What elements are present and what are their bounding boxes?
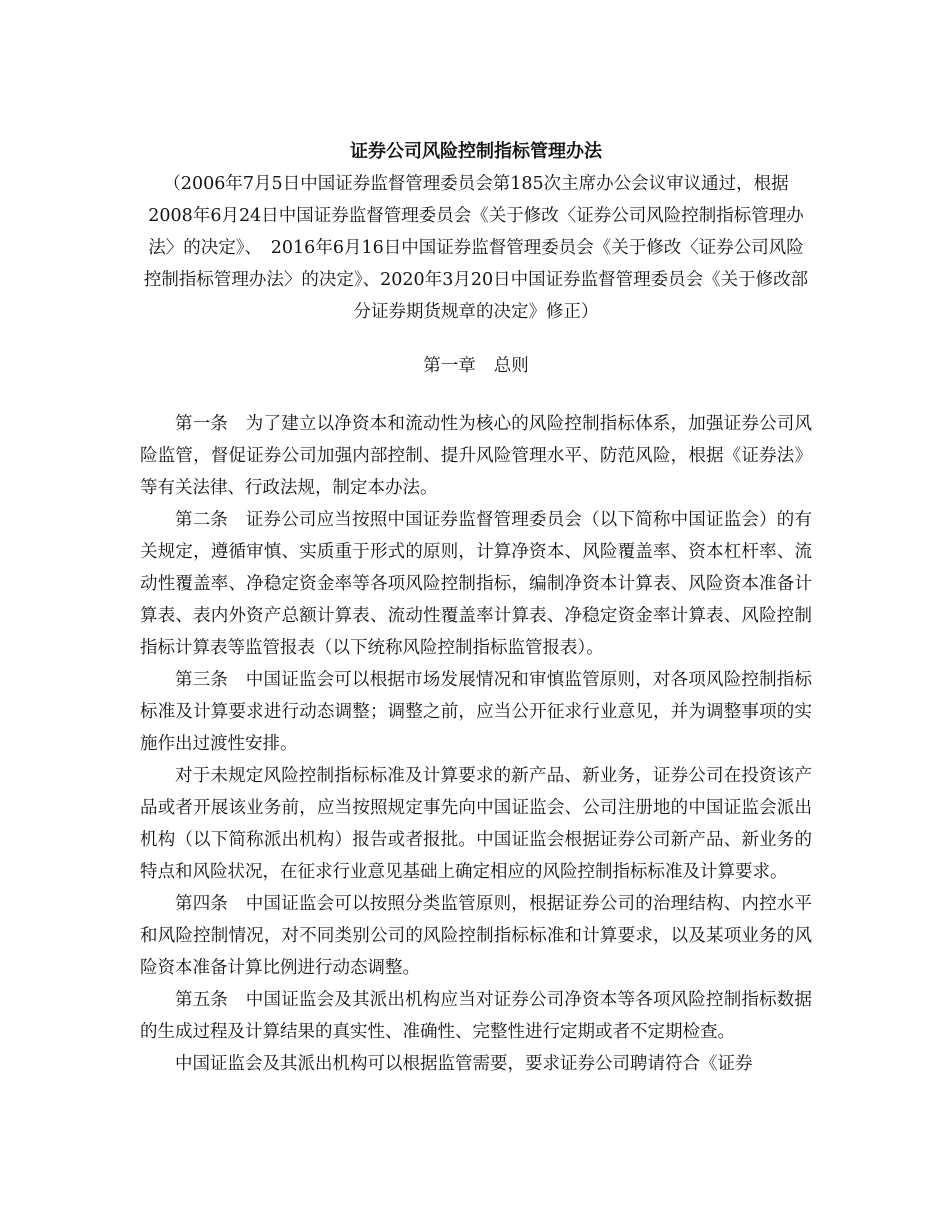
- chapter-name: 总则: [493, 356, 529, 376]
- article-paragraph: [140, 888, 812, 984]
- document-title: 证券公司风险控制指标管理办法: [350, 141, 602, 162]
- article-text: 中国证监会可以按照分类监管原则，根据证券公司的治理结构、内控水平和风险控制情况，对不同类别公司的风险控制指标标准和计算要求，以及某项业务的风险资本准备计算比例进行动态调整。: [140, 894, 813, 978]
- article-number: 第一条: [175, 414, 229, 434]
- article-paragraph: [140, 984, 812, 1048]
- article-paragraph: [140, 408, 812, 504]
- article-text: 为了建立以净资本和流动性为核心的风险控制指标体系，加强证券公司风险监管，督促证券公司加强内部控制、提升风险管理水平、防范风险，根据《证券法》等有关法律、行政法规，制定本办法。: [140, 414, 813, 498]
- chapter-heading: [140, 350, 812, 382]
- article-number: 第三条: [175, 670, 229, 690]
- article-number: 第五条: [175, 990, 229, 1010]
- document-subtitle: （2006年7月5日中国证券监督管理委员会第185次主席办公会议审议通过，根据2008年6月24日中国证券监督管理委员会《关于修改〈证券公司风险控制指标管理办法〉的决定》、 2016年6月16日中国证券监督管理委员会《关于修改〈证券公司风险控制指标管理办法〉的决定》、2020年3月20日中国证券监督管理委员会《关于修改部分证券期货规章的决定》修正）: [143, 174, 809, 322]
- article-paragraph: [140, 760, 812, 888]
- article-text: 对于未规定风险控制指标标准及计算要求的新产品、新业务，证券公司在投资该产品或者开展该业务前，应当按照规定事先向中国证监会、公司注册地的中国证监会派出机构（以下简称派出机构）报告或者报批。中国证监会根据证券公司新产品、新业务的特点和风险状况，在征求行业意见基础上确定相应的风险控制指标标准及计算要求。: [140, 766, 812, 882]
- chapter-number: 第一章: [423, 356, 476, 376]
- article-text: 中国证监会可以根据市场发展情况和审慎监管原则，对各项风险控制指标标准及计算要求进行动态调整；调整之前，应当公开征求行业意见，并为调整事项的实施作出过渡性安排。: [140, 670, 813, 754]
- article-number: 第二条: [175, 510, 229, 530]
- article-number: 第四条: [175, 894, 229, 914]
- article-text: 证券公司应当按照中国证券监督管理委员会（以下简称中国证监会）的有关规定，遵循审慎、实质重于形式的原则，计算净资本、风险覆盖率、资本杠杆率、流动性覆盖率、净稳定资金率等各项风险控制指标，编制净资本计算表、风险资本准备计算表、表内外资产总额计算表、流动性覆盖率计算表、净稳定资金率计算表、风险控制指标计算表等监管报表（以下统称风险控制指标监管报表）。: [140, 510, 813, 658]
- article-text: 中国证监会及其派出机构应当对证券公司净资本等各项风险控制指标数据的生成过程及计算结果的真实性、准确性、完整性进行定期或者不定期检查。: [140, 990, 813, 1042]
- document-page: [140, 136, 812, 1080]
- article-paragraph: [140, 504, 812, 664]
- article-paragraph: [140, 1048, 812, 1080]
- article-text: 中国证监会及其派出机构可以根据监管需要，要求证券公司聘请符合《证券: [175, 1054, 753, 1074]
- article-paragraph: [140, 664, 812, 760]
